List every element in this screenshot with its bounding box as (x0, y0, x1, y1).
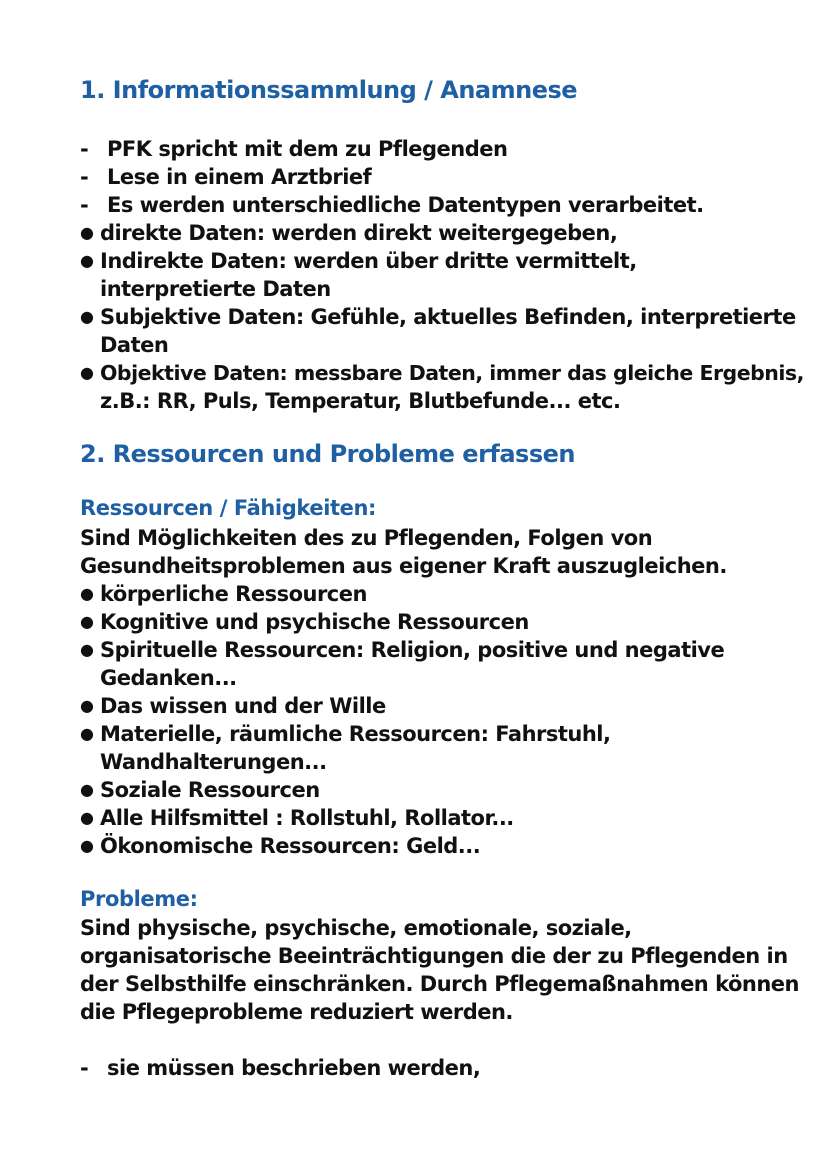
bullet-icon: ● (80, 640, 94, 659)
problems-text-3: der Selbsthilfe einschränken. Durch Pflegemaßnahmen können (80, 972, 799, 996)
bullet-item-direct: direkte Daten: werden direkt weitergegeben, (100, 221, 618, 245)
resource-item: Alle Hilfsmittel : Rollstuhl, Rollator... (100, 806, 514, 830)
bullet-item-subjective: Subjektive Daten: Gefühle, aktuelles Befinden, interpretierte (100, 305, 796, 329)
section-2-title: 2. Ressourcen und Probleme erfassen (80, 440, 575, 468)
dash-marker: - (80, 137, 89, 161)
resource-item: Das wissen und der Wille (100, 694, 386, 718)
bullet-icon: ● (80, 696, 94, 715)
dash-marker: - (80, 1056, 89, 1080)
bullet-icon: ● (80, 307, 94, 326)
resource-item: körperliche Ressourcen (100, 582, 367, 606)
problems-text-1: Sind physische, psychische, emotionale, soziale, (80, 916, 632, 940)
resource-item: Kognitive und psychische Ressourcen (100, 610, 529, 634)
resource-item: Materielle, räumliche Ressourcen: Fahrstuhl, (100, 722, 611, 746)
bullet-icon: ● (80, 612, 94, 631)
bullet-icon: ● (80, 584, 94, 603)
bullet-icon: ● (80, 808, 94, 827)
bullet-icon: ● (80, 223, 94, 242)
bullet-item-indirect: Indirekte Daten: werden über dritte vermittelt, (100, 249, 637, 273)
resource-item: Soziale Ressourcen (100, 778, 320, 802)
bullet-icon: ● (80, 363, 94, 382)
dash-item-3: Es werden unterschiedliche Datentypen verarbeitet. (107, 193, 704, 217)
problems-heading: Probleme: (80, 887, 198, 911)
problems-text-2: organisatorische Beeinträchtigungen die der zu Pflegenden in (80, 944, 788, 968)
dash-item-2: Lese in einem Arztbrief (107, 165, 372, 189)
last-dash-item: sie müssen beschrieben werden, (107, 1056, 481, 1080)
bullet-item-objective: Objektive Daten: messbare Daten, immer das gleiche Ergebnis, (100, 361, 804, 385)
resources-intro-2: Gesundheitsproblemen aus eigener Kraft auszugleichen. (80, 554, 727, 578)
resource-item: Ökonomische Ressourcen: Geld... (100, 834, 481, 858)
resource-item-cont: Gedanken... (100, 666, 237, 690)
resources-intro-1: Sind Möglichkeiten des zu Pflegenden, Folgen von (80, 526, 653, 550)
bullet-icon: ● (80, 780, 94, 799)
resource-item-cont: Wandhalterungen... (100, 750, 327, 774)
dash-marker: - (80, 165, 89, 189)
resources-heading: Ressourcen / Fähigkeiten: (80, 496, 377, 520)
bullet-item-subjective-cont: Daten (100, 333, 169, 357)
dash-marker: - (80, 193, 89, 217)
bullet-item-objective-cont: z.B.: RR, Puls, Temperatur, Blutbefunde... etc. (100, 389, 621, 413)
dash-item-1: PFK spricht mit dem zu Pflegenden (107, 137, 508, 161)
section-1-title: 1. Informationssammlung / Anamnese (80, 76, 578, 104)
problems-text-4: die Pflegeprobleme reduziert werden. (80, 1000, 513, 1024)
bullet-item-indirect-cont: interpretierte Daten (100, 277, 331, 301)
resource-item: Spirituelle Ressourcen: Religion, positive und negative (100, 638, 725, 662)
bullet-icon: ● (80, 836, 94, 855)
bullet-icon: ● (80, 724, 94, 743)
bullet-icon: ● (80, 251, 94, 270)
